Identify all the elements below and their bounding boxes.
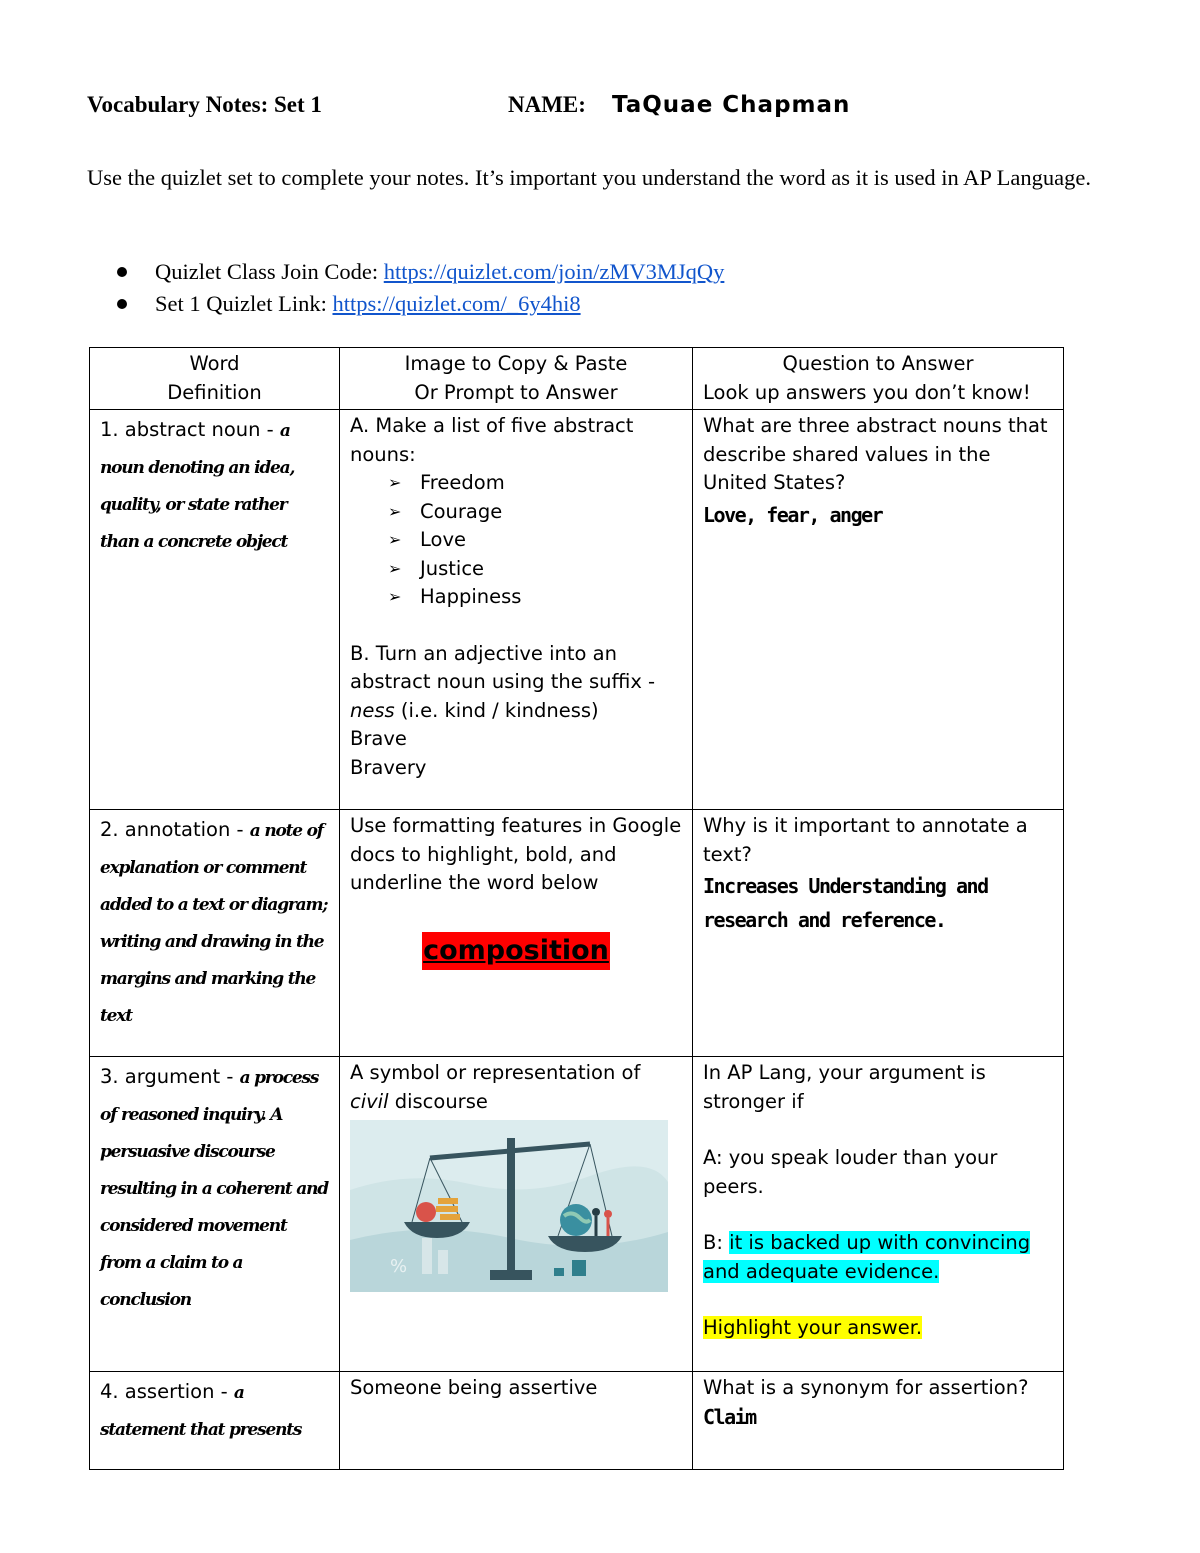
- highlighted-answer: it is backed up with convincing and adequate evidence.: [703, 1231, 1031, 1283]
- definition-text: a statement that presents: [100, 1383, 302, 1440]
- prompt-cell: [340, 1057, 693, 1372]
- table-row: [90, 1372, 1064, 1470]
- prompt-a: A. Make a list of five abstract nouns:: [350, 414, 634, 466]
- balance-scale-image: [350, 1120, 668, 1292]
- prompt-cell: [340, 410, 693, 810]
- question-text: Why is it important to annotate a text?: [703, 814, 1028, 866]
- header-question: Question to Answer Look up answers you don’t know!: [693, 348, 1064, 410]
- definition-text: a process of reasoned inquiry. A persuasive discourse resulting in a coherent and considered movement from a claim to a conclusion: [100, 1068, 328, 1310]
- document-title: Vocabulary Notes: Set 1: [87, 92, 322, 117]
- answer-adjective: Brave: [350, 727, 407, 750]
- table-row: [90, 410, 1064, 810]
- question-text: In AP Lang, your argument is stronger if: [703, 1061, 986, 1113]
- question-cell: [693, 810, 1064, 1057]
- prompt-cell: [340, 1372, 693, 1470]
- question-cell: [693, 1372, 1064, 1470]
- table-header-row: [90, 348, 1064, 410]
- question-cell: [693, 410, 1064, 810]
- definition-text: a note of explanation or comment added to a text or diagram; writing and drawing in the margins and marking the text: [100, 821, 328, 1026]
- header-word-definition: Word Definition: [90, 348, 340, 410]
- link-list: [87, 256, 724, 320]
- list-item: ➢ Love: [388, 526, 682, 555]
- option-b: B: it is backed up with convincing and adequate evidence.: [703, 1231, 1031, 1283]
- list-item: ➢ Justice: [388, 555, 682, 584]
- answer-text: Claim: [703, 1404, 756, 1429]
- list-item: [87, 288, 724, 320]
- set-link-label: Set 1 Quizlet Link:: [155, 291, 333, 316]
- vocabulary-table: [89, 347, 1064, 1470]
- list-item: [87, 256, 724, 288]
- class-join-link[interactable]: https://quizlet.com/join/zMV3MJqQy: [383, 259, 725, 284]
- list-item: ➢ Happiness: [388, 583, 682, 612]
- bullet-icon: [117, 267, 127, 277]
- table-row: [90, 810, 1064, 1057]
- word-cell: 2. annotation - a note of explanation or comment added to a text or diagram; writing and drawing in the margins and marking the text: [90, 810, 340, 1057]
- svg-text:%: %: [390, 1256, 408, 1277]
- question-text: What is a synonym for assertion?: [703, 1376, 1029, 1399]
- class-join-label: Quizlet Class Join Code:: [155, 259, 384, 284]
- instruction-text: Highlight your answer.: [703, 1316, 923, 1339]
- word-cell: 1. abstract noun - a noun denoting an idea, quality, or state rather than a concrete object: [90, 410, 340, 810]
- answer-noun: Bravery: [350, 755, 427, 779]
- header-image-prompt: Image to Copy & Paste Or Prompt to Answer: [340, 348, 693, 410]
- table-row: [90, 1057, 1064, 1372]
- list-item: ➢ Freedom: [388, 469, 682, 498]
- instructions-paragraph: Use the quizlet set to complete your notes. It’s important you understand the word as it is used in AP Language.: [87, 165, 1091, 190]
- option-a: A: you speak louder than your peers.: [703, 1146, 998, 1198]
- name-value: TaQuae Chapman: [612, 92, 851, 118]
- prompt-b: B. Turn an adjective into an abstract noun using the suffix -ness (i.e. kind / kindness): [350, 641, 656, 722]
- word-cell: 4. assertion - a statement that presents: [90, 1372, 340, 1470]
- abstract-noun-list: [350, 469, 682, 612]
- prompt-text: A symbol or representation of civil discourse: [350, 1061, 641, 1113]
- word-cell: 3. argument - a process of reasoned inquiry. A persuasive discourse resulting in a coherent and considered movement from a claim to a conclusion: [90, 1057, 340, 1372]
- answer-text: Love, fear, anger: [703, 502, 883, 527]
- bullet-icon: [117, 299, 127, 309]
- formatted-word: composition: [422, 932, 610, 970]
- answer-text: Increases Understanding and research and reference.: [703, 874, 988, 932]
- set-quizlet-link[interactable]: https://quizlet.com/_6y4hi8: [332, 291, 581, 316]
- prompt-text: Someone being assertive: [350, 1376, 598, 1399]
- question-text: What are three abstract nouns that describe shared values in the United States?: [703, 414, 1048, 494]
- name-label: NAME:: [508, 92, 586, 117]
- definition-text: a noun denoting an idea, quality, or state rather than a concrete object: [100, 421, 295, 552]
- list-item: ➢ Courage: [388, 498, 682, 527]
- prompt-text: Use formatting features in Google docs to highlight, bold, and underline the word below: [350, 814, 682, 894]
- prompt-cell: [340, 810, 693, 1057]
- question-cell: [693, 1057, 1064, 1372]
